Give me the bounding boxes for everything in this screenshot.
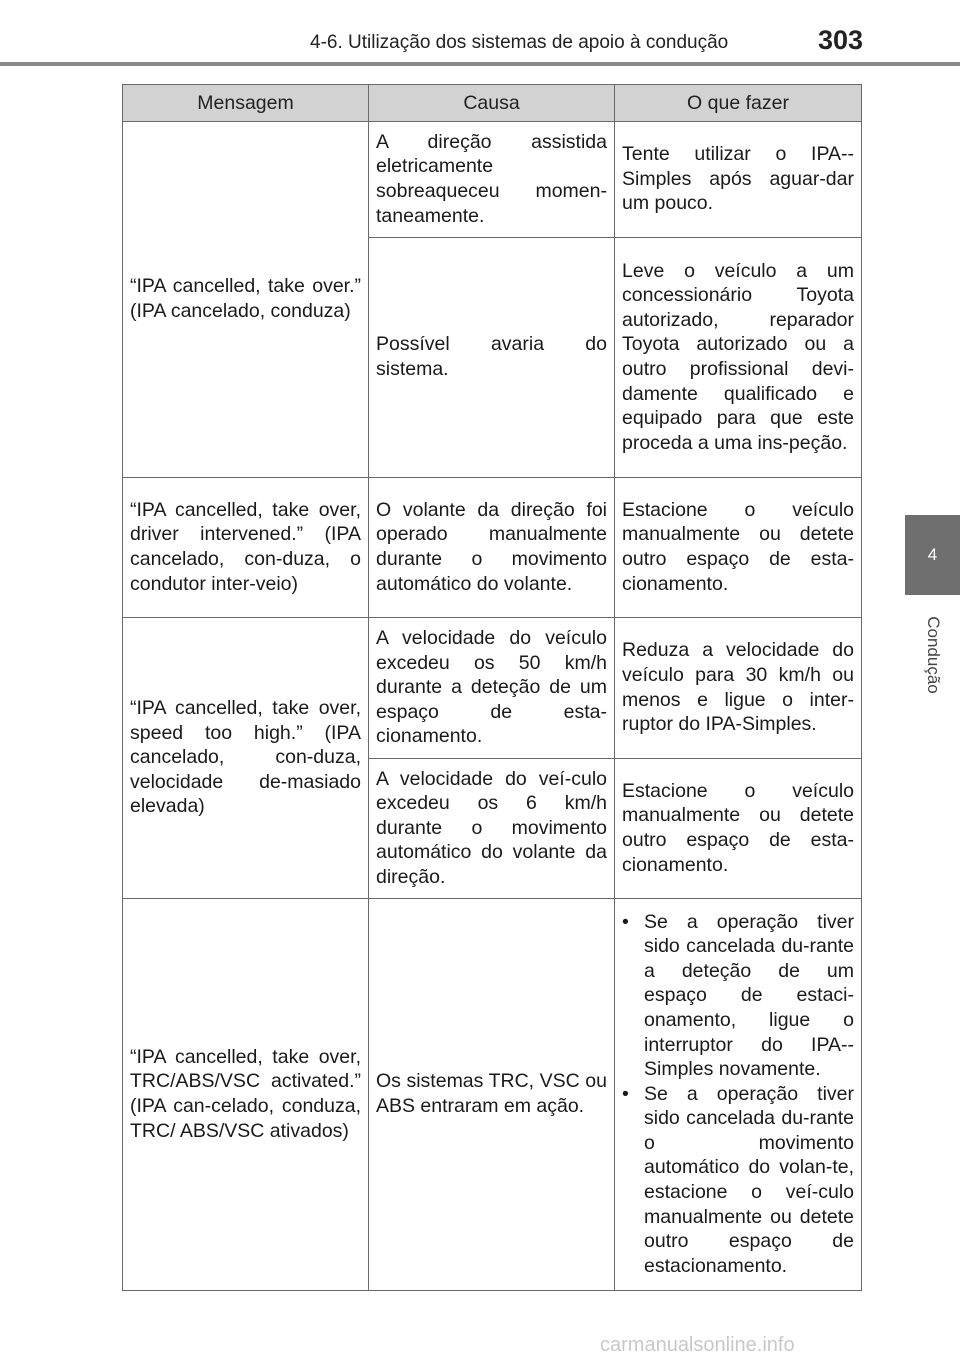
action-cell: Leve o veículo a um concessionário Toyota autorizado, reparador Toyota autorizado ou a outro profissional devi-damente qualificado e equipado para que este proceda a uma ins-peção.: [615, 238, 862, 478]
page-header: [0, 0, 960, 66]
table-header-row: [123, 85, 862, 122]
chapter-tab[interactable]: [905, 515, 960, 595]
chapter-label: Condução: [923, 616, 943, 694]
header-divider: [0, 62, 960, 66]
section-title: 4-6. Utilização dos sistemas de apoio à condução: [310, 32, 729, 53]
chapter-number: 4: [927, 545, 938, 564]
table-row: [123, 122, 862, 238]
cause-cell: Possível avaria do sistema.: [369, 238, 615, 478]
cause-cell: A velocidade do veí-culo excedeu os 6 km/h durante o movimento automático do volante da direção.: [369, 759, 615, 899]
cause-cell: A velocidade do veículo excedeu os 50 km/h durante a deteção de um espaço de esta-cionamento.: [369, 618, 615, 759]
action-cell: Tente utilizar o IPA--Simples após aguar-dar um pouco.: [615, 122, 862, 238]
page-number: 303: [818, 25, 864, 55]
action-cell: Reduza a velocidade do veículo para 30 km/h ou menos e ligue o inter-ruptor do IPA-Simples.: [615, 618, 862, 759]
table-row: [123, 899, 862, 1291]
column-header-message: Mensagem: [123, 85, 369, 122]
cause-cell: A direção assistida eletricamente sobreaqueceu momen-taneamente.: [369, 122, 615, 238]
action-cell: [615, 899, 862, 1291]
message-cell: “IPA cancelled, take over, speed too high.” (IPA cancelado, con-duza, velocidade de-masiado elevada): [123, 618, 369, 899]
cause-cell: O volante da direção foi operado manualmente durante o movimento automático do volante.: [369, 478, 615, 618]
action-cell: Estacione o veículo manualmente ou detete outro espaço de esta-cionamento.: [615, 478, 862, 618]
table-row: [123, 618, 862, 759]
messages-table: [122, 84, 862, 1291]
table-row: [123, 478, 862, 618]
column-header-cause: Causa: [369, 85, 615, 122]
cause-cell: Os sistemas TRC, VSC ou ABS entraram em ação.: [369, 899, 615, 1291]
message-cell: “IPA cancelled, take over.” (IPA cancelado, conduza): [123, 122, 369, 478]
message-cell: “IPA cancelled, take over, TRC/ABS/VSC activated.” (IPA can-celado, conduza, TRC/ ABS/VSC ativados): [123, 899, 369, 1291]
action-bullet-list: [622, 910, 854, 1279]
column-header-action: O que fazer: [615, 85, 862, 122]
chapter-label-container: [905, 600, 960, 710]
message-cell: “IPA cancelled, take over, driver intervened.” (IPA cancelado, con-duza, o condutor inter-veio): [123, 478, 369, 618]
action-cell: Estacione o veículo manualmente ou detete outro espaço de esta-cionamento.: [615, 759, 862, 899]
list-item: • Se a operação tiver sido cancelada du-rante o movimento automático do volan-te, estacione o veí-culo manualmente ou detete outro espaço de estacionamento.: [622, 1082, 854, 1279]
watermark: carmanualsonline.info: [600, 1334, 795, 1356]
list-item: • Se a operação tiver sido cancelada du-rante a deteção de um espaço de estaci-onamento, ligue o interruptor do IPA--Simples novamente.: [622, 910, 854, 1082]
